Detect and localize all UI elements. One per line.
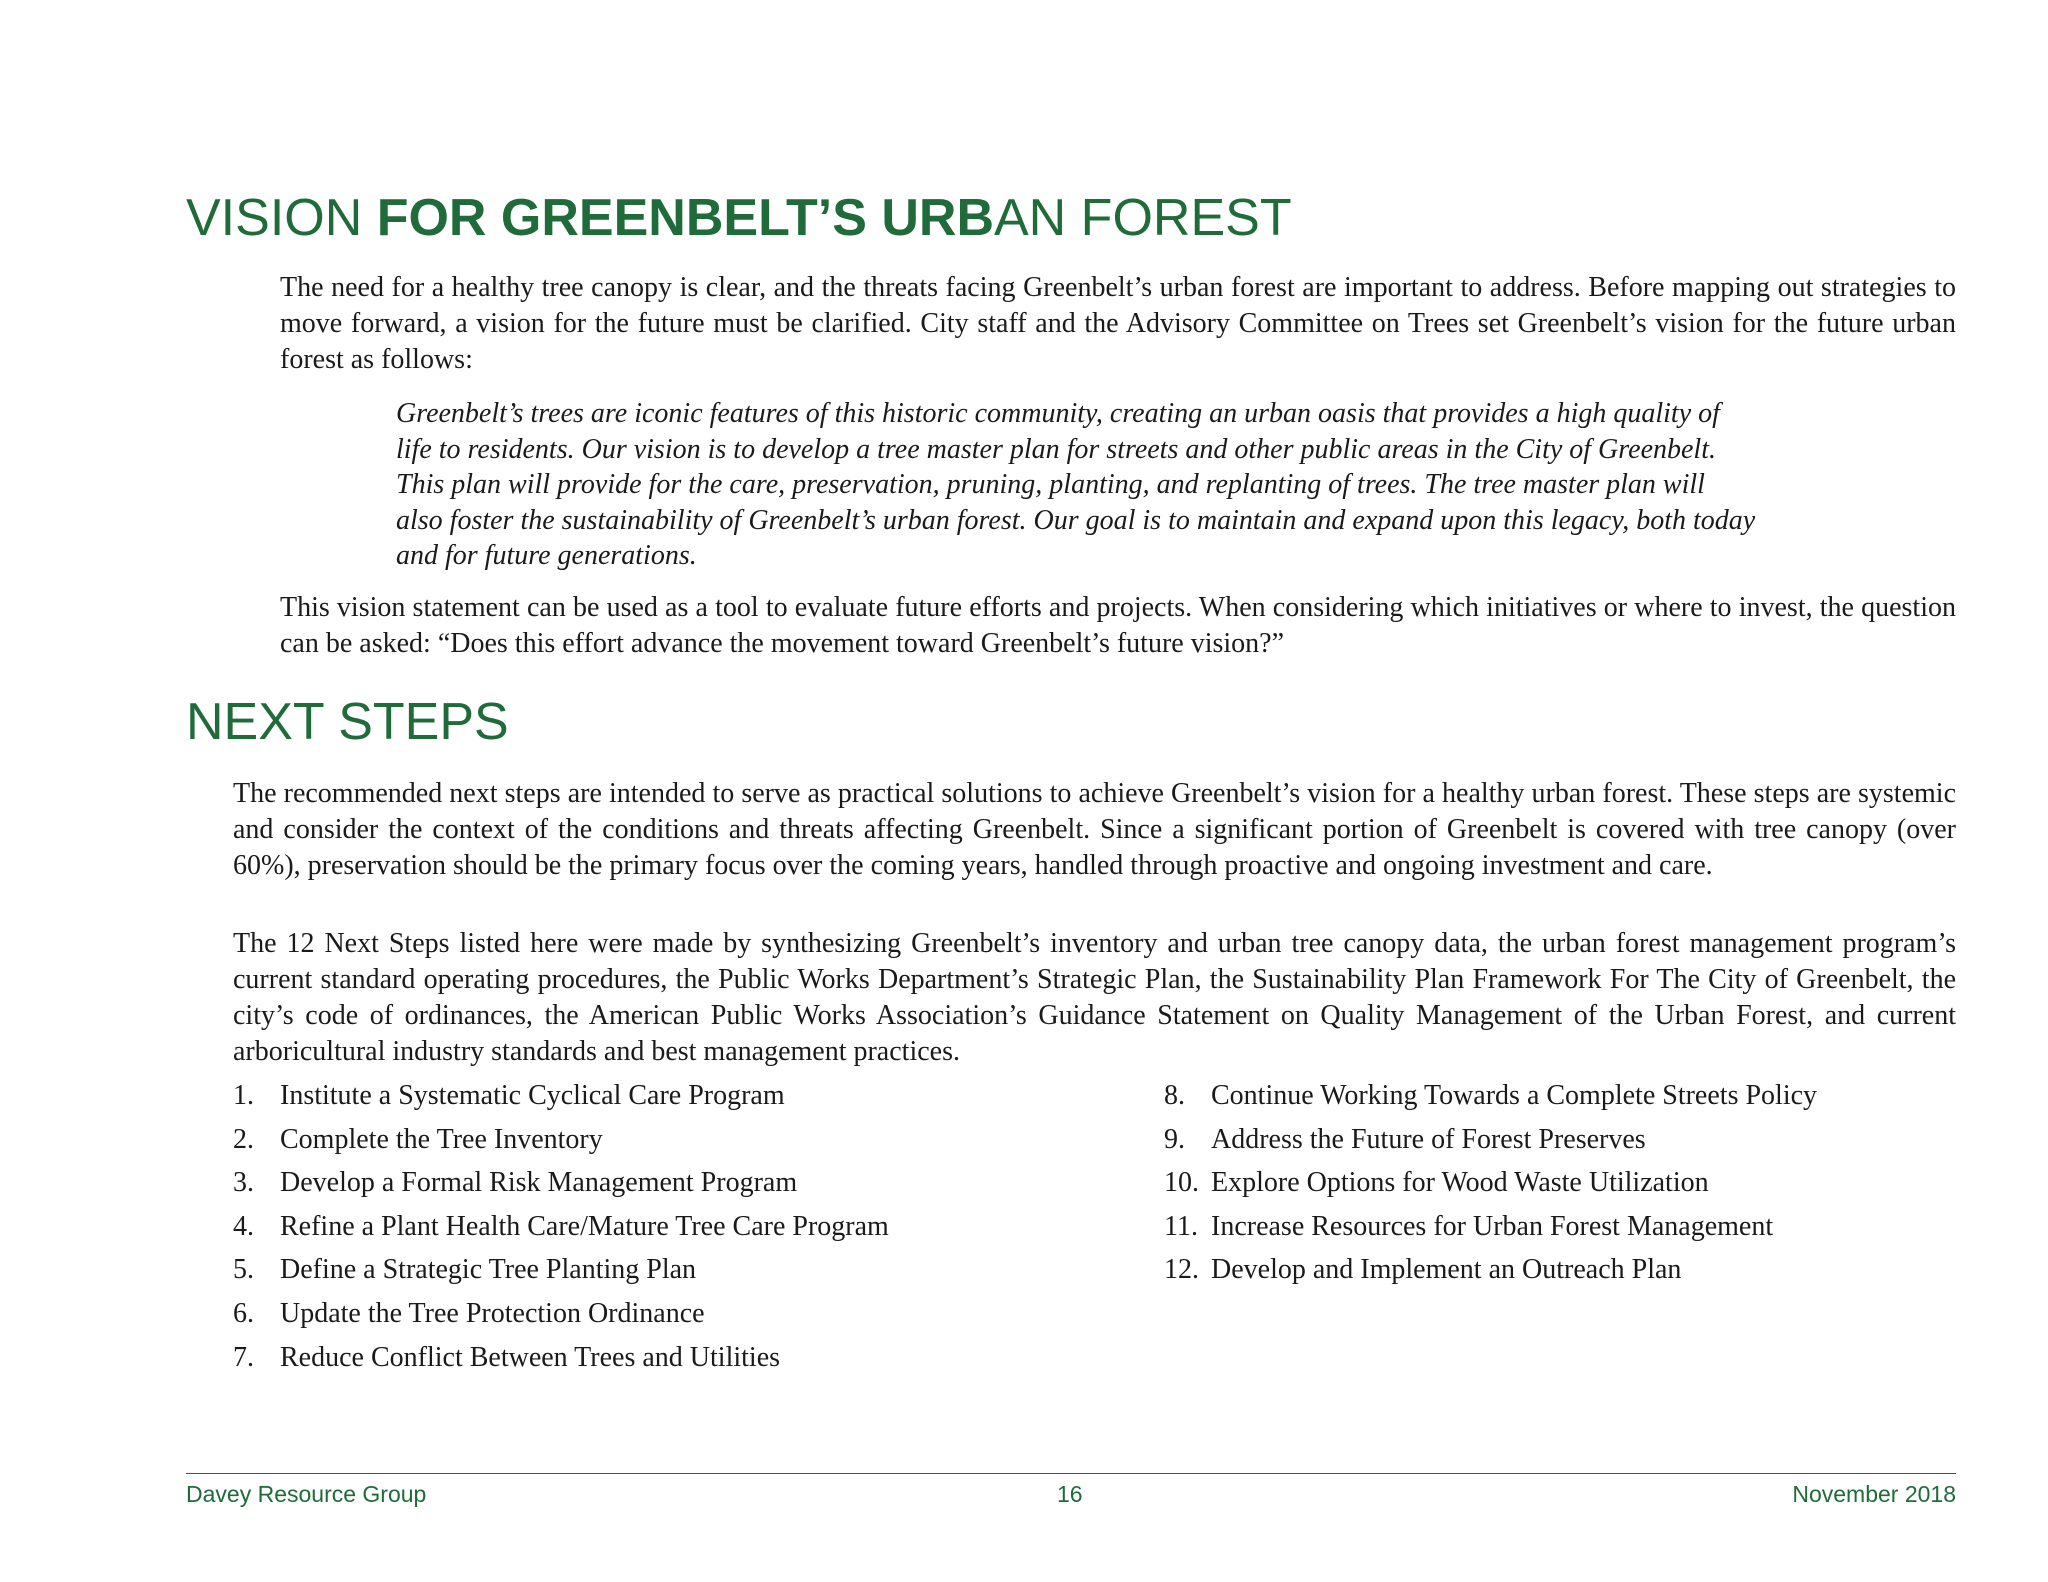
list-item — [233, 1292, 889, 1336]
vision-statement: Greenbelt’s trees are iconic features of this historic community, creating an urban oasis that provides a high quality of life to residents. Our vision is to develop a tree master plan for streets and other public areas in the City of Greenbelt. This plan will provide for the care, preservation, pruning, planting, and replanting of trees. The tree master plan will also foster the sustainability of Greenbelt’s urban forest. Our goal is to maintain and expand upon this legacy, both today and for future generations. — [396, 398, 1756, 571]
list-item-text: Institute a Systematic Cyclical Care Program — [280, 1080, 785, 1111]
list-item-number: 7. — [233, 1341, 254, 1373]
list-item — [233, 1248, 889, 1292]
list-item — [1164, 1118, 1817, 1162]
footer-company: Davey Resource Group — [186, 1481, 427, 1507]
vision-heading-part3: AN FOREST — [994, 189, 1292, 247]
next-steps-heading: NEXT STEPS — [186, 693, 509, 751]
list-item-text: Update the Tree Protection Ordinance — [280, 1297, 705, 1329]
list-item-text: Reduce Conflict Between Trees and Utilities — [280, 1341, 781, 1373]
next-steps-list-right — [1164, 1074, 1817, 1292]
next-steps-paragraph-1: The recommended next steps are intended to serve as practical solutions to achieve Greenbelt’s vision for a healthy urban forest. These steps are systemic and consider the context of the conditions and threats affecting Greenbelt. Since a significant portion of Greenbelt is covered with tree canopy (over 60%), preservation should be the primary focus over the coming years, handled through proactive and ongoing investment and care. — [233, 778, 1956, 881]
vision-heading-part1: VISION — [186, 189, 377, 247]
vision-intro-paragraph: The need for a healthy tree canopy is clear, and the threats facing Greenbelt’s urban forest are important to address. Before mapping out strategies to move forward, a vision for the future must be clarified. City staff and the Advisory Committee on Trees set Greenbelt’s vision for the future urban forest as follows: — [280, 272, 1956, 375]
footer-divider — [186, 1473, 1956, 1474]
vision-heading-part2: FOR GREENBELT’S URB — [376, 189, 994, 247]
list-item — [1164, 1074, 1817, 1118]
list-item-text: Continue Working Towards a Complete Streets Policy — [1211, 1080, 1818, 1111]
list-item-text: Develop and Implement an Outreach Plan — [1211, 1254, 1682, 1286]
footer-page-number: 16 — [1057, 1481, 1083, 1507]
vision-heading — [186, 188, 1292, 248]
list-item — [233, 1161, 889, 1205]
list-item-text: Refine a Plant Health Care/Mature Tree Care Program — [280, 1210, 889, 1242]
list-item-number: 2. — [233, 1123, 254, 1155]
list-item-number: 6. — [233, 1297, 254, 1329]
list-item-number: 10. — [1164, 1167, 1199, 1199]
list-item-number: 5. — [233, 1254, 254, 1286]
list-item — [233, 1074, 889, 1118]
list-item-text: Explore Options for Wood Waste Utilization — [1211, 1167, 1709, 1199]
list-item — [1164, 1248, 1817, 1292]
list-item — [233, 1205, 889, 1249]
list-item — [1164, 1161, 1817, 1205]
list-item-number: 4. — [233, 1210, 254, 1242]
next-steps-paragraph-2: The 12 Next Steps listed here were made by synthesizing Greenbelt’s inventory and urban tree canopy data, the urban forest management program’s current standard operating procedures, the Public Works Department’s Strategic Plan, the Sustainability Plan Framework For The City of Greenbelt, the city’s code of ordinances, the American Public Works Association’s Guidance Statement on Quality Management of the Urban Forest, and current arboricultural industry standards and best management practices. — [233, 928, 1956, 1067]
list-item-number: 12. — [1164, 1254, 1199, 1286]
vision-evaluation-paragraph: This vision statement can be used as a tool to evaluate future efforts and projects. When considering which initiatives or where to invest, the question can be asked: “Does this effort advance the movement toward Greenbelt’s future vision?” — [280, 592, 1956, 659]
next-steps-list-left — [233, 1074, 889, 1379]
list-item-text: Define a Strategic Tree Planting Plan — [280, 1254, 697, 1286]
footer-date: November 2018 — [1792, 1481, 1956, 1507]
list-item-number: 11. — [1164, 1210, 1198, 1242]
list-item-number: 9. — [1164, 1123, 1185, 1155]
list-item-number: 8. — [1164, 1080, 1185, 1111]
list-item-text: Increase Resources for Urban Forest Management — [1211, 1210, 1774, 1242]
list-item — [233, 1336, 889, 1380]
list-item — [233, 1118, 889, 1162]
list-item — [1164, 1205, 1817, 1249]
list-item-number: 1. — [233, 1080, 254, 1111]
list-item-text: Address the Future of Forest Preserves — [1211, 1123, 1646, 1155]
list-item-number: 3. — [233, 1167, 254, 1199]
list-item-text: Complete the Tree Inventory — [280, 1123, 603, 1155]
list-item-text: Develop a Formal Risk Management Program — [280, 1167, 798, 1199]
